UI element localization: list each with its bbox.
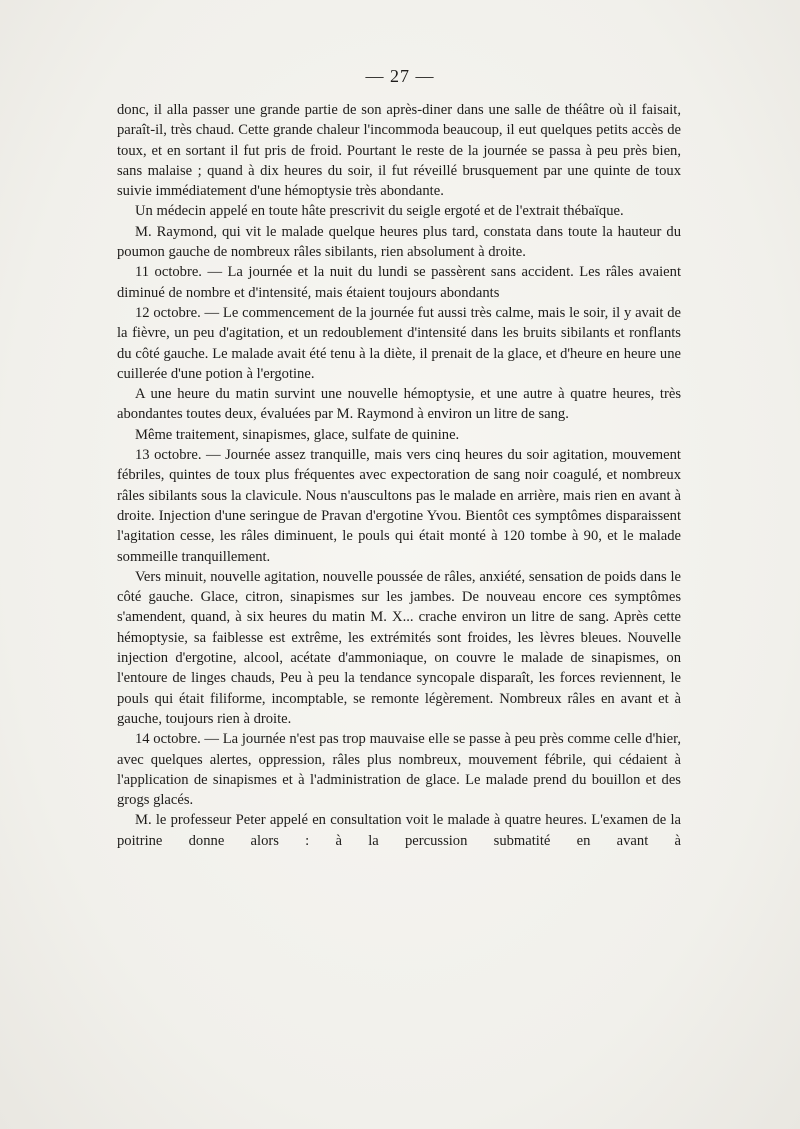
paragraph-10: 14 octobre. — La journée n'est pas trop mauvaise elle se passe à peu près comme celle d'hier, avec quelques alertes, oppression, râles plus nombreux, mouvement fébrile, qui cédaient à l'application de sinapismes et à l'administration de glace. Le malade prend du bouillon et des grogs glacés. [117, 731, 681, 809]
paragraph-3: M. Raymond, qui vit le malade quelque heures plus tard, constata dans toute la hauteur du poumon gauche de nombreux râles sibilants, rien absolument à droite. [117, 223, 681, 261]
paragraph-8: 13 octobre. — Journée assez tranquille, mais vers cinq heures du soir agitation, mouvement fébriles, quintes de toux plus fréquentes avec expectoration de sang noir coagulé, et nombreux râles sibilants sous la clavicule. Nous n'auscultons pas le malade en arrière, mais rien en avant à droite. Injection d'une seringue de Pravan d'ergotine Yvou. Bientôt ces symptômes disparaissent l'agitation cesse, les râles diminuent, le pouls qui était monté à 120 tombe à 90, et le malade sommeille tranquillement. [117, 447, 681, 565]
paragraph-4: 11 octobre. — La journée et la nuit du lundi se passèrent sans accident. Les râles avaient diminué de nombre et d'intensité, mais étaient toujours abondants [117, 264, 681, 301]
paragraph-9: Vers minuit, nouvelle agitation, nouvelle poussée de râles, anxiété, sensation de poids dans le côté gauche. Glace, citron, sinapismes sur les jambes. De nouveau encore ces symptômes s'amendent, quand, à six heures du matin M. X... crache environ un litre de sang. Après cette hémoptysie, sa faiblesse est extrême, les extrémités sont froides, les lèvres bleues. Nouvelle injection d'ergotine, alcool, acétate d'ammoniaque, on couvre le malade de sinapismes, on l'entoure de linges chauds, Peu à peu la tendance syncopale disparaît, les forces reviennent, le pouls qui était filiforme, incomptable, se remonte légèrement. Nombreux râles en avant et à gauche, toujours rien à droite. [117, 568, 681, 727]
page-number: — 27 — [365, 66, 435, 86]
body-text [117, 100, 681, 851]
paragraph-1: donc, il alla passer une grande partie de son après-diner dans une salle de théâtre où il faisait, paraît-il, très chaud. Cette grande chaleur l'incommoda beaucoup, il eut quelques petits accès de toux, et en sortant il fut pris de froid. Pourtant le reste de la journée se passa à peu près bien, sans malaise ; quand à dix heures du soir, il fut réveillé brusquement par une quinte de toux suivie immédiatement d'une hémoptysie très abondante. [117, 102, 681, 200]
paragraph-11: M. le professeur Peter appelé en consultation voit le malade à quatre heures. L'examen de la poitrine donne alors : à la percussion submatité en avant à [117, 812, 681, 849]
paragraph-2: Un médecin appelé en toute hâte prescrivit du seigle ergoté et de l'extrait thébaïque. [135, 203, 624, 220]
paragraph-7: Même traitement, sinapismes, glace, sulfate de quinine. [135, 426, 460, 443]
paragraph-5: 12 octobre. — Le commencement de la journée fut aussi très calme, mais le soir, il y avait de la fièvre, un peu d'agitation, et un redoublement d'intensité dans les bruits sibilants et ronflants du côté gauche. Le malade avait été tenu à la diète, il prenait de la glace, et d'heure en heure une cuillerée d'une potion à l'ergotine. [117, 304, 681, 382]
paragraph-6: A une heure du matin survint une nouvelle hémoptysie, et une autre à quatre heures, très abondantes toutes deux, évaluées par M. Raymond à environ un litre de sang. [117, 386, 681, 423]
